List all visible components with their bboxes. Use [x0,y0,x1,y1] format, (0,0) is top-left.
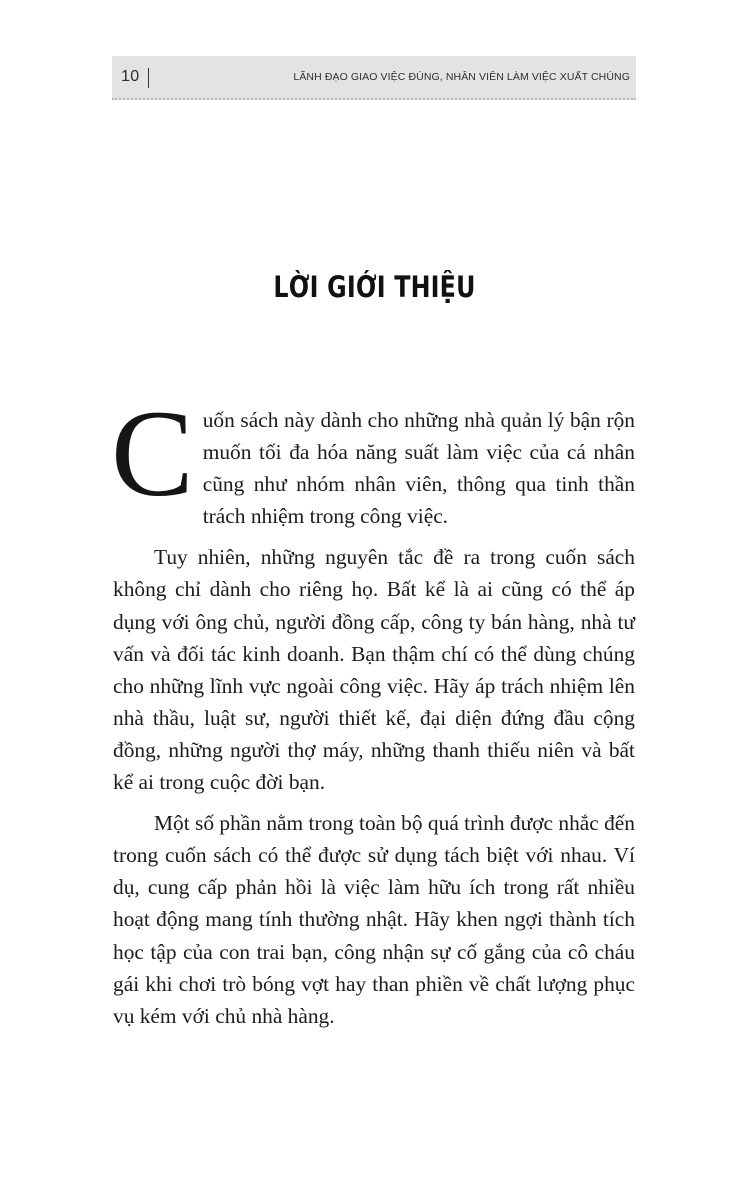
paragraph-1-text: uốn sách này dành cho những nhà quản lý bận rộn muốn tối đa hóa năng suất làm việc của cá nhân cũng như nhóm nhân viên, thông qua tinh thần trách nhiệm trong công việc. [202,408,635,529]
running-header [112,56,636,100]
header-divider [148,68,149,88]
paragraph-3: Một số phần nằm trong toàn bộ quá trình được nhắc đến trong cuốn sách có thể được sử dụng tách biệt với nhau. Ví dụ, cung cấp phản hồi là việc làm hữu ích trong rất nhiều hoạt động mang tính thường nhật. Hãy khen ngợi thành tích học tập của con trai bạn, công nhận sự cố gắng của cô cháu gái khi chơi trò bóng vợt hay than phiền về chất lượng phục vụ kém với chủ nhà hàng. [113,811,635,1028]
dropcap-letter: C [111,385,194,522]
body-text [111,385,635,1032]
paragraph-2: Tuy nhiên, những nguyên tắc đề ra trong cuốn sách không chỉ dành cho riêng họ. Bất kể là ai cũng có thể áp dụng với ông chủ, người đồng cấp, công ty bán hàng, nhà tư vấn và đối tác kinh doanh. Bạn thậm chí có thể dùng chúng cho những lĩnh vực ngoài công việc. Hãy áp trách nhiệm lên nhà thầu, luật sư, người thiết kế, đại diện đứng đầu cộng đồng, những người thợ máy, những thanh thiếu niên và bất kể ai trong cuộc đời bạn. [113,545,635,795]
page-number: 10 [121,68,140,85]
paragraph-1 [111,385,635,532]
book-title: LÃNH ĐẠO GIAO VIỆC ĐÚNG, NHÂN VIÊN LÀM VIỆC XUẤT CHÚNG [293,71,630,83]
chapter-title: LỜI GIỚI THIỆU [273,270,476,304]
